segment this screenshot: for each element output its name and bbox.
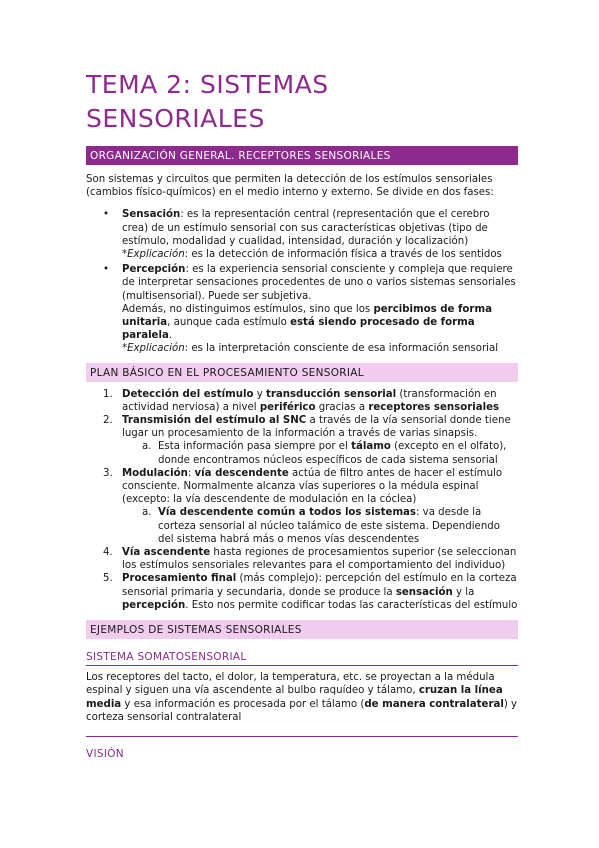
step1-b: y bbox=[253, 388, 266, 400]
somatosensorial-paragraph bbox=[86, 671, 518, 724]
step5-c: sensación bbox=[395, 586, 453, 598]
step-number: 2. bbox=[103, 415, 113, 427]
step4-a: Vía ascendente bbox=[122, 547, 211, 559]
section1-bullet-list bbox=[86, 208, 518, 355]
term-sensacion: Sensación bbox=[122, 209, 181, 221]
document-page bbox=[86, 68, 518, 767]
somato-d: de manera contralateral bbox=[364, 698, 504, 710]
percepcion-extra-d: está siendo procesado de forma paralela bbox=[122, 317, 475, 342]
step3-sub-b: : va desde la corteza sensorial al núcleo talámico de este sistema. Dependiendo del sistema habrá más o menos vías descendentes bbox=[158, 507, 500, 545]
step1-e: periférico bbox=[259, 401, 316, 413]
step3-sub-a: Vía descendente común a todos los sistemas bbox=[158, 507, 416, 519]
step-5 bbox=[86, 572, 518, 612]
sub-letter: a. bbox=[142, 441, 152, 453]
page-title bbox=[86, 68, 518, 136]
bullet-sensacion bbox=[86, 208, 518, 261]
step-number: 4. bbox=[103, 547, 113, 559]
somato-e: ) y corteza sensorial contralateral bbox=[86, 698, 518, 723]
sensacion-text: : es la representación central (representación que el cerebro crea) de un estímulo sensorial con sus características objetivas (tipo de estímulo, modalidad y cualidad, intensidad, duración y localización) bbox=[122, 209, 490, 247]
bullet-dot-icon: • bbox=[103, 209, 110, 221]
step-number: 1. bbox=[103, 388, 113, 400]
section1-intro: Son sistemas y circuitos que permiten la detección de los estímulos sensoriales (cambios físico-químicos) en el medio interno y externo. Se divide en dos fases: bbox=[86, 174, 494, 199]
percepcion-extra-c: , aunque cada estímulo bbox=[167, 317, 291, 329]
step2-b: a través de la vía sensorial donde tiene lugar un procesamiento de la información a través de varias sinapsis. bbox=[122, 415, 511, 440]
step1-g: receptores sensoriales bbox=[368, 401, 500, 413]
section-heading-organizacion: ORGANIZACIÓN GENERAL. RECEPTORES SENSORIALES bbox=[86, 146, 518, 165]
step2-sub-a: Esta información pasa siempre por el bbox=[158, 441, 352, 453]
subheading-somatosensorial: SISTEMA SOMATOSENSORIAL bbox=[86, 649, 518, 666]
step2-sub-b: tálamo bbox=[351, 441, 391, 453]
step-4 bbox=[86, 546, 518, 572]
explicacion-text: : es la detección de información física a través de los sentidos bbox=[184, 249, 502, 261]
step2-a: Transmisión del estímulo al SNC bbox=[122, 415, 307, 427]
term-percepcion: Percepción bbox=[122, 264, 186, 276]
bullet-dot-icon: • bbox=[103, 264, 110, 276]
step1-a: Detección del estímulo bbox=[122, 388, 254, 400]
step3-b: : bbox=[187, 467, 195, 479]
step-1 bbox=[86, 388, 518, 414]
step2-sub-c: (excepto en el olfato), donde encontramos núcleos específicos de cada sistema sensorial bbox=[158, 441, 507, 466]
somato-c: y esa información es procesada por el tálamo ( bbox=[121, 698, 365, 710]
step5-a: Procesamiento final bbox=[122, 573, 237, 585]
step3-c: vía descendente bbox=[194, 467, 289, 479]
bullet-percepcion bbox=[86, 263, 518, 355]
percepcion-extra-a: Además, no distinguimos estímulos, sino que los bbox=[122, 303, 374, 315]
step-number: 3. bbox=[103, 467, 113, 479]
step2-subitem bbox=[122, 440, 518, 466]
step4-b: hasta regiones de procesamientos superior (se seleccionan los estímulos sensoriales relevantes para el comportamiento del individuo) bbox=[122, 547, 517, 572]
sub-letter: a. bbox=[142, 507, 152, 519]
step3-subitem bbox=[122, 506, 518, 546]
step3-d: actúa de filtro antes de hacer el estímulo consciente. Normalmente alcanza vías superiores o la médula espinal (excepto: la vía descendente de modulación en la cóclea) bbox=[122, 467, 503, 506]
title-line-1: TEMA 2: SISTEMAS bbox=[86, 70, 329, 99]
somato-b: cruzan la línea media bbox=[86, 685, 503, 710]
percepcion-extra-e: . bbox=[168, 330, 173, 342]
step1-c: transducción sensorial bbox=[265, 388, 397, 400]
step5-f: . Esto nos permite codificar todas las características del estímulo bbox=[185, 599, 518, 611]
step1-d: (transformación en actividad nerviosa) a nivel bbox=[122, 388, 497, 413]
step5-b: (más complejo): percepción del estímulo en la corteza sensorial primaria y secundaria, donde se produce la bbox=[122, 573, 517, 598]
explicacion-text: : es la interpretación consciente de esa información sensorial bbox=[184, 343, 499, 355]
percepcion-extra-b: percibimos de forma unitaria bbox=[122, 303, 492, 329]
step3-a: Modulación bbox=[122, 467, 188, 479]
step1-f: gracias a bbox=[315, 401, 369, 413]
step-number: 5. bbox=[103, 573, 113, 585]
section-heading-ejemplos: EJEMPLOS DE SISTEMAS SENSORIALES bbox=[86, 620, 518, 639]
step-2 bbox=[86, 414, 518, 467]
step-3 bbox=[86, 467, 518, 546]
explicacion-label: *Explicación bbox=[122, 249, 185, 261]
step5-e: percepción bbox=[122, 599, 186, 611]
section-heading-plan-basico: PLAN BÁSICO EN EL PROCESAMIENTO SENSORIAL bbox=[86, 363, 518, 382]
section2-step-list bbox=[86, 388, 518, 612]
title-line-2: SENSORIALES bbox=[86, 104, 265, 133]
explicacion-label: *Explicación bbox=[122, 343, 185, 355]
somato-a: Los receptores del tacto, el dolor, la temperatura, etc. se proyectan a la médula espinal y siguen una vía ascendente al bulbo raquídeo y tálamo, bbox=[86, 672, 495, 697]
percepcion-text: : es la experiencia sensorial consciente y compleja que requiere de interpretar sensaciones procedentes de uno o varios sistemas sensoriales (multisensorial). Puede ser subjetiva. bbox=[122, 264, 516, 302]
step5-d: y la bbox=[452, 586, 475, 598]
subheading-vision: VISIÓN bbox=[86, 736, 518, 762]
